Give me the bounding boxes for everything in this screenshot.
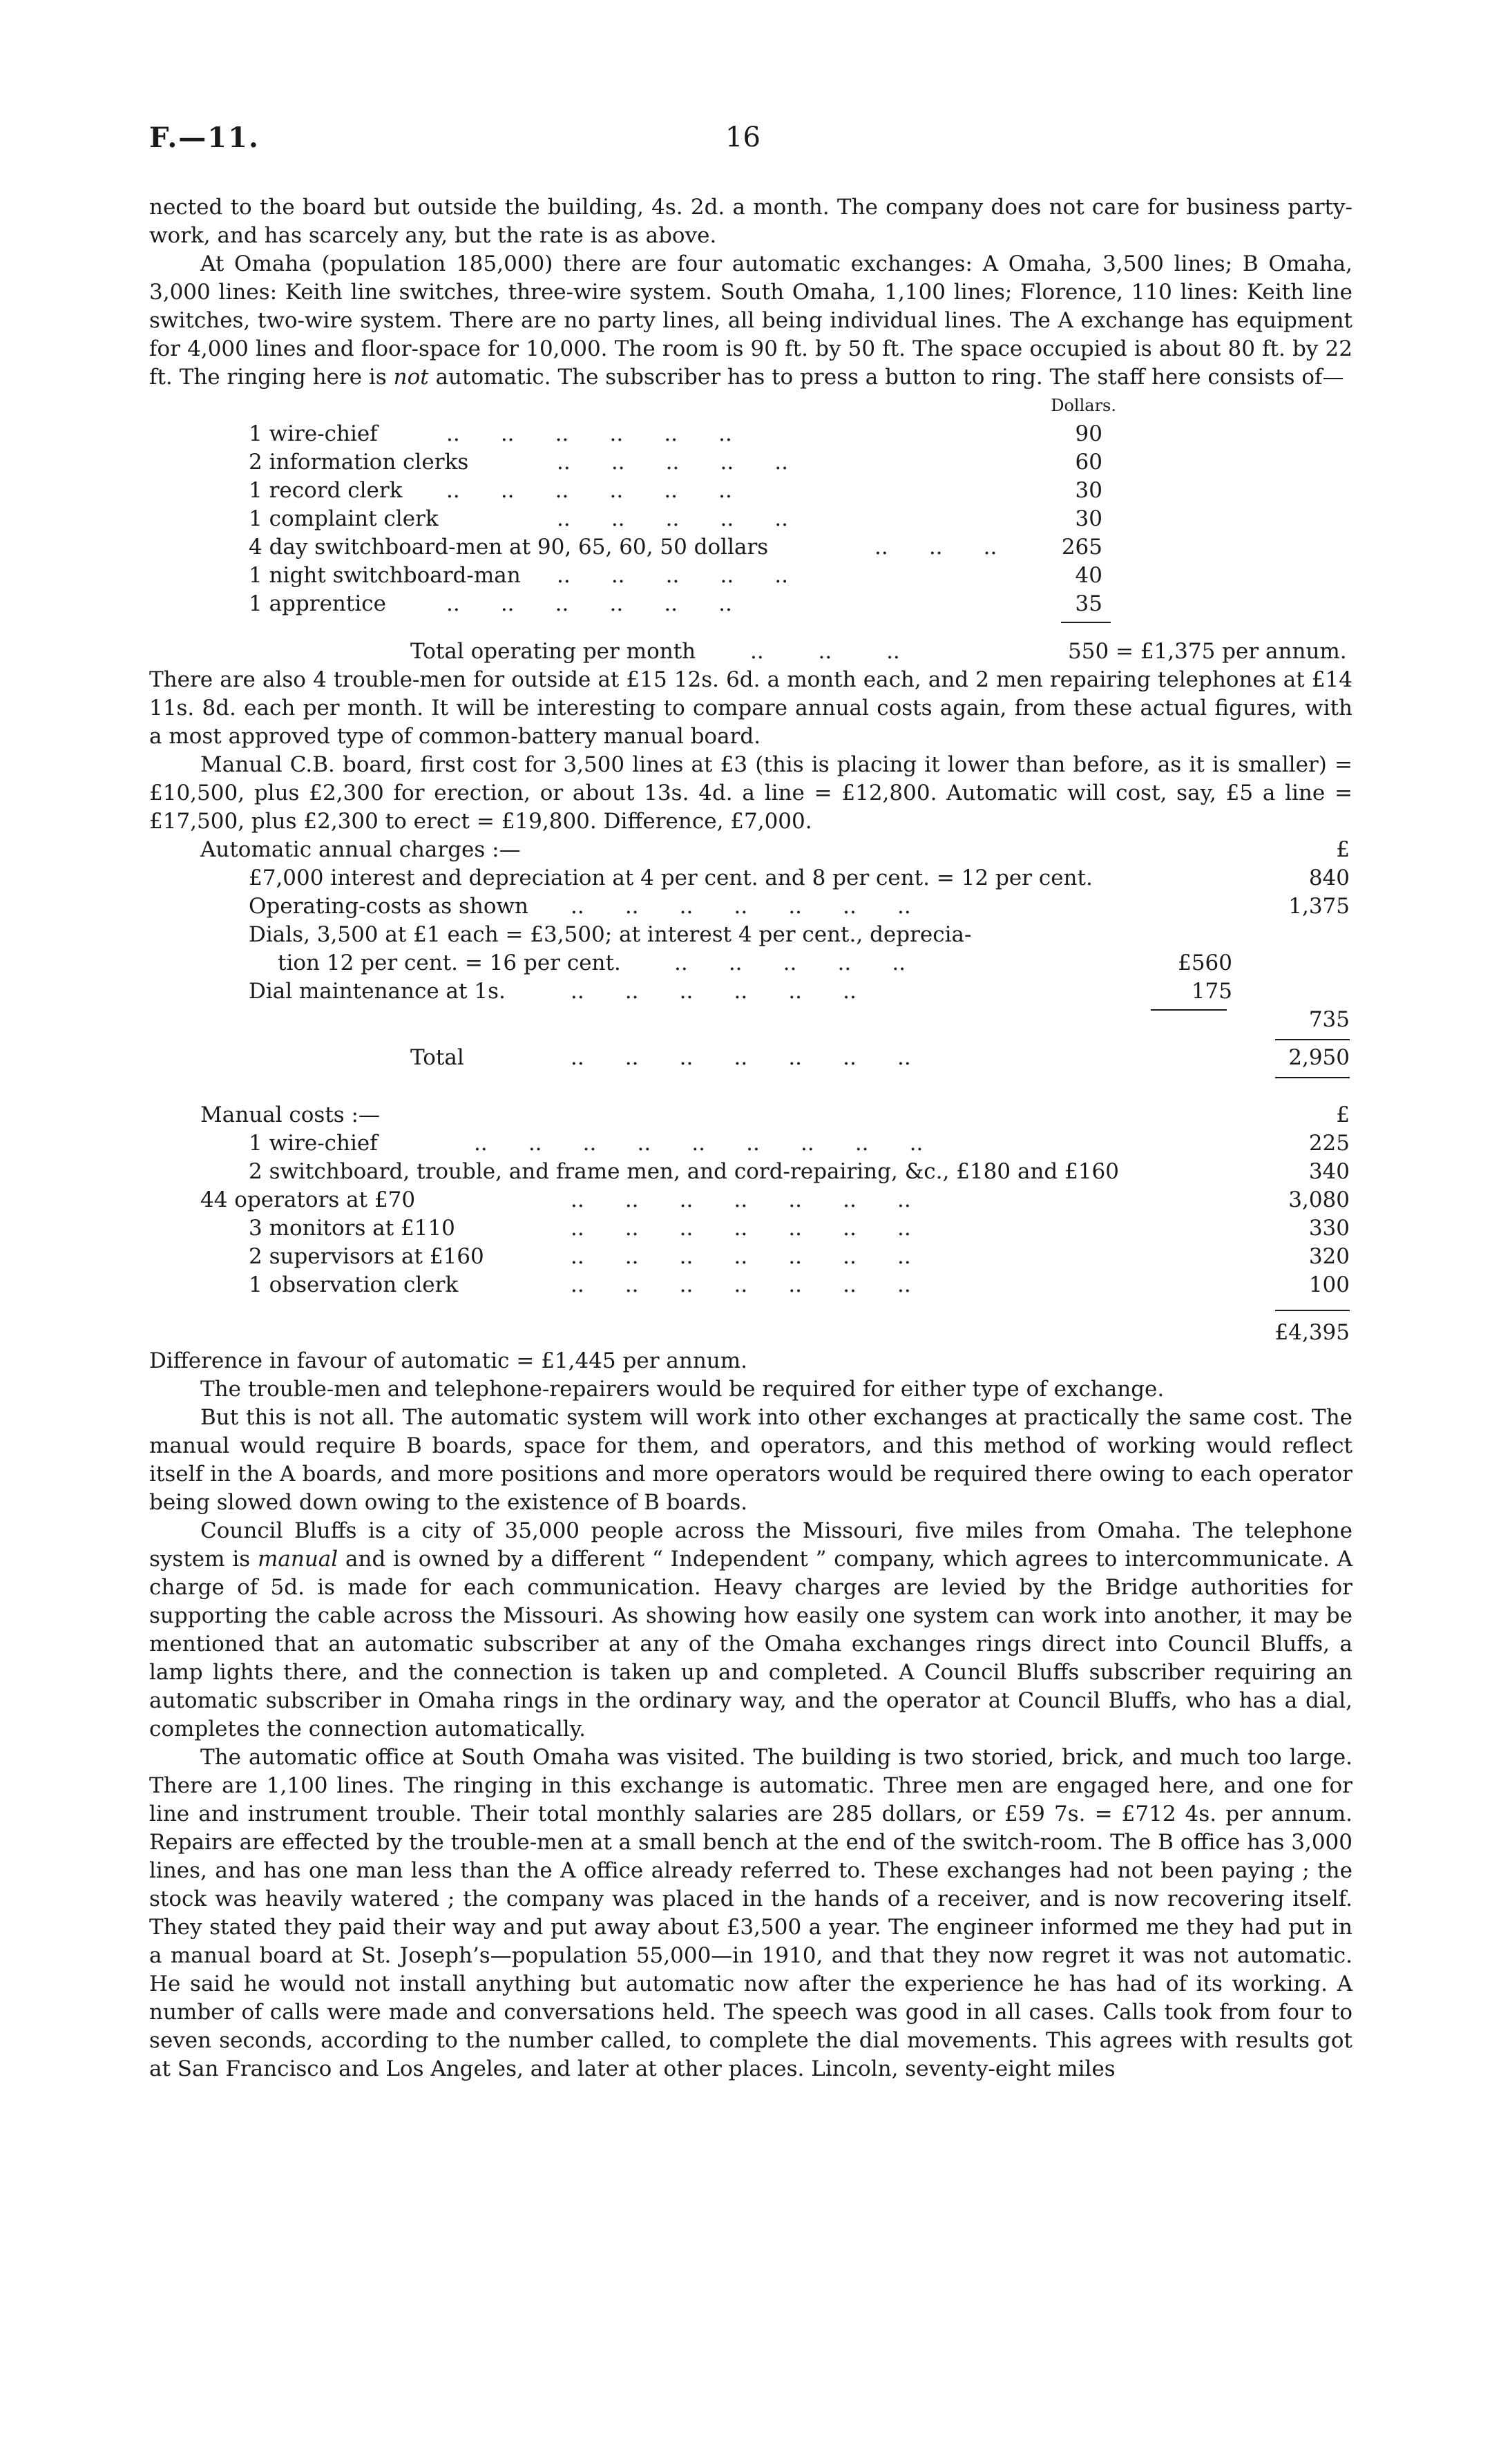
automatic-row-value: 1,375 [1288, 894, 1350, 919]
staff-total-row [149, 638, 1352, 666]
staff-row-label: 1 apprentice [249, 591, 386, 616]
staff-unit-row [149, 392, 1352, 420]
manual-currency: £ [1336, 1102, 1350, 1127]
staff-row-label: 2 information clerks [249, 450, 469, 475]
leader-dots: .. .. .. .. .. [557, 450, 789, 475]
leader-dots: .. .. .. [874, 535, 997, 560]
leader-dots: .. .. .. .. .. .. [571, 979, 857, 1004]
automatic-total-value: 2,950 [1288, 1045, 1350, 1070]
manual-row [149, 1214, 1352, 1243]
spacer [149, 618, 1352, 638]
emphasis-manual: manual [258, 1547, 338, 1572]
leader-dots: .. .. .. .. .. .. .. [571, 1216, 911, 1241]
paragraph-omaha [149, 250, 1352, 392]
paragraph-omaha-text: At Omaha (population 185,000) there are four automatic exchanges: A Omaha, 3,500 lines; B Omaha, 3,000 lines: Keith line switches, three-wire system. South Omaha, 1,100 lines; Florence, 110 lines: Keith line switches, two-wire system. There are no party lines, all being individual lines. The A exchange has equipment for 4,000 lines and floor-space for 10,000. The room is 90 ft. by 50 ft. The space occupied is about 80 ft. by 22 ft. The ringing here is [149, 251, 1352, 390]
automatic-total-row [149, 1044, 1352, 1072]
leader-dots: .. .. .. .. .. .. .. [571, 1244, 911, 1269]
staff-row-value: 90 [1075, 421, 1102, 446]
sum-rule [1275, 1077, 1350, 1078]
paragraph-council-bluffs-end: and is owned by a different “ Independent ” company, which agrees to intercommunicate. A charge of 5d. is made for each communication. Heavy charges are levied by the Bridge authorities for supporting the cable across the Missouri. As showing how easily one system can work into another, it may be mentioned that an automatic subscriber at any of the Omaha exchanges rings direct into Council Bluffs, a lamp lights there, and the connection is taken up and completed. A Council Bluffs subscriber requiring an automatic subscriber in Omaha rings in the ordinary way, and the operator at Council Bluffs, who has a dial, completes the connection automatically. [149, 1547, 1352, 1741]
automatic-heading-row [149, 836, 1352, 864]
paragraph-council-bluffs-text: Council Bluffs is a city of 35,000 people across the Missouri, five miles from Omaha. The telephone system is [149, 1518, 1352, 1572]
leader-dots: .. .. .. .. .. .. [446, 421, 732, 446]
sum-rule [1275, 1039, 1350, 1040]
automatic-row-label: Operating-costs as shown [249, 894, 528, 919]
document-reference: F.—11. [149, 122, 260, 154]
manual-row-label: 3 monitors at £110 [249, 1216, 455, 1241]
staff-total-label: Total operating per month [410, 639, 696, 664]
paragraph-south-omaha: The automatic office at South Omaha was visited. The building is two storied, brick, and much too large. There are 1,100 lines. The ringing in this exchange is automatic. Three men are engaged here, and one for line and instrument trouble. Their total monthly salaries are 285 dollars, or £59 7s. = £712 4s. per annum. Repairs are effected by the trouble-men at a small bench at the end of the switch-room. The B office has 3,000 lines, and has one man less than the A office already referred to. These exchanges had not been paying ; the stock was heavily watered ; the company was placed in the hands of a receiver, and is now recovering itself. They stated they paid their way and put away about £3,500 a year. The engineer informed me they had put in a manual board at St. Joseph’s—population 55,000—in 1910, and that they now regret it was not automatic. He said he would not install anything but automatic now after the experience he has had of its working. A number of calls were made and conversations held. The speech was good in all cases. Calls took from four to seven seconds, according to the number called, to complete the dial movements. This agrees with results got at San Francisco and Los Angeles, and later at other places. Lincoln, seventy-eight miles [149, 1745, 1352, 2081]
manual-row [149, 1158, 1352, 1186]
automatic-row [149, 977, 1352, 1006]
leader-dots: .. .. .. .. .. .. [446, 478, 732, 503]
automatic-row [149, 921, 1352, 949]
manual-row-label: 2 supervisors at £160 [249, 1244, 484, 1269]
manual-row-label: 1 observation clerk [249, 1272, 459, 1297]
spacer [149, 1072, 1352, 1091]
staff-row [149, 505, 1352, 533]
automatic-subtotal-row [149, 1006, 1352, 1034]
automatic-row [149, 949, 1352, 977]
leader-dots: .. .. .. .. .. .. [446, 591, 732, 616]
automatic-charges-table [149, 836, 1352, 1072]
paragraph-difference: Difference in favour of automatic = £1,445 per annum. [149, 1348, 748, 1373]
automatic-heading: Automatic annual charges :— [200, 837, 521, 862]
leader-dots: .. .. .. .. .. .. .. [571, 1045, 911, 1070]
paragraph-not-all: But this is not all. The automatic system will work into other exchanges at practically the same cost. The manual would require B boards, space for them, and operators, and this method of working would reflect itself in the A boards, and more positions and more operators would be required there owing to each operator being slowed down owing to the existence of B boards. [149, 1405, 1352, 1515]
manual-row-value: 330 [1308, 1216, 1350, 1241]
manual-row [149, 1129, 1352, 1158]
automatic-currency: £ [1336, 837, 1350, 862]
leader-dots: .. .. .. .. .. [674, 951, 906, 975]
staff-row [149, 420, 1352, 448]
manual-row [149, 1243, 1352, 1271]
leader-dots: .. .. .. .. .. .. .. [571, 1272, 911, 1297]
staff-row-label: 1 complaint clerk [249, 506, 439, 531]
manual-heading: Manual costs :— [200, 1102, 381, 1127]
paragraph-trouble-repairers: The trouble-men and telephone-repairers would be required for either type of exchange. [200, 1377, 1165, 1402]
automatic-row-label: Dial maintenance at 1s. [249, 979, 506, 1004]
staff-row-label: 1 wire-chief [249, 421, 378, 446]
automatic-row-label: Dials, 3,500 at £1 each = £3,500; at interest 4 per cent., deprecia- [249, 922, 972, 947]
staff-row-label: 1 record clerk [249, 478, 403, 503]
emphasis-not: not [393, 365, 429, 390]
automatic-row-label: £7,000 interest and depreciation at 4 per cent. and 8 per cent. = 12 per cent. [249, 866, 1093, 890]
paragraph-manual-cb: Manual C.B. board, first cost for 3,500 lines at £3 (this is placing it lower than before, as it is smaller) = £10,500, plus £2,300 for erection, or about 13s. 4d. a line = £12,800. Automatic will cost, say, £5 a line = £17,500, plus £2,300 to erect = £19,800. Difference, £7,000. [149, 752, 1352, 834]
automatic-row-label-cont: tion 12 per cent. = 16 per cent. [278, 951, 621, 975]
staff-row [149, 533, 1352, 562]
leader-dots: .. .. .. .. .. [557, 563, 789, 588]
staff-row-label: 4 day switchboard-men at 90, 65, 60, 50 dollars [249, 535, 769, 560]
staff-row-value: 40 [1075, 563, 1102, 588]
automatic-row [149, 864, 1352, 892]
leader-dots: .. .. .. [750, 639, 900, 664]
manual-row-label: 1 wire-chief [249, 1131, 378, 1156]
manual-row-value: 225 [1308, 1131, 1350, 1156]
staff-row-label: 1 night switchboard-man [249, 563, 521, 588]
manual-total-row [149, 1319, 1352, 1347]
manual-row-value: 340 [1308, 1159, 1350, 1184]
manual-row-value: 100 [1308, 1272, 1350, 1297]
staff-unit-label: Dollars. [1051, 396, 1116, 415]
manual-row-label: 44 operators at £70 [200, 1187, 416, 1212]
page-number: 16 [725, 122, 761, 153]
paragraph-council-bluffs [149, 1517, 1352, 1744]
automatic-row-value: 840 [1308, 866, 1350, 890]
leader-dots: .. .. .. .. .. .. .. [571, 1187, 911, 1212]
paragraph-continuation: nected to the board but outside the building, 4s. 2d. a month. The company does not care for business party-work, and has scarcely any, but the rate is as above. [149, 195, 1352, 248]
manual-row [149, 1271, 1352, 1299]
staff-table [149, 392, 1352, 666]
automatic-subtotal: 735 [1308, 1007, 1350, 1032]
leader-dots: .. .. .. .. .. [557, 506, 789, 531]
manual-row-value: 320 [1308, 1244, 1350, 1269]
sum-rule [1061, 622, 1111, 623]
staff-row [149, 448, 1352, 477]
staff-row [149, 590, 1352, 618]
leader-dots: .. .. .. .. .. .. .. [571, 894, 911, 919]
automatic-row [149, 892, 1352, 921]
manual-heading-row [149, 1101, 1352, 1129]
paragraph-trouble-men: There are also 4 trouble-men for outside at £15 12s. 6d. a month each, and 2 men repairing telephones at £14 11s. 8d. each per month. It will be interesting to compare annual costs again, from these actual figures, with a most approved type of common-battery manual board. [149, 667, 1352, 749]
spacer [149, 1091, 1352, 1101]
staff-row-value: 30 [1075, 478, 1102, 503]
staff-total-value: 550 = £1,375 per annum. [1068, 639, 1347, 664]
staff-row [149, 477, 1352, 505]
staff-row-value: 35 [1075, 591, 1102, 616]
automatic-row-mid: £560 [1178, 951, 1232, 975]
staff-row-value: 60 [1075, 450, 1102, 475]
automatic-total-label: Total [410, 1045, 464, 1070]
staff-row [149, 562, 1352, 590]
spacer [149, 1299, 1352, 1319]
automatic-row-mid: 175 [1191, 979, 1232, 1004]
manual-row-value: 3,080 [1288, 1187, 1350, 1212]
body-text [149, 193, 1352, 2083]
manual-total-value: £4,395 [1274, 1320, 1350, 1345]
paragraph-omaha-end: automatic. The subscriber has to press a button to ring. The staff here consists of— [435, 365, 1344, 390]
leader-dots: .. .. .. .. .. .. .. .. .. [474, 1131, 924, 1156]
manual-row [149, 1186, 1352, 1214]
manual-costs-table [149, 1101, 1352, 1347]
staff-row-value: 30 [1075, 506, 1102, 531]
staff-row-value: 265 [1061, 535, 1102, 560]
spacer [149, 1034, 1352, 1044]
sum-rule [1275, 1310, 1350, 1311]
manual-row-label: 2 switchboard, trouble, and frame men, and cord-repairing, &c., £180 and £160 [249, 1159, 1119, 1184]
